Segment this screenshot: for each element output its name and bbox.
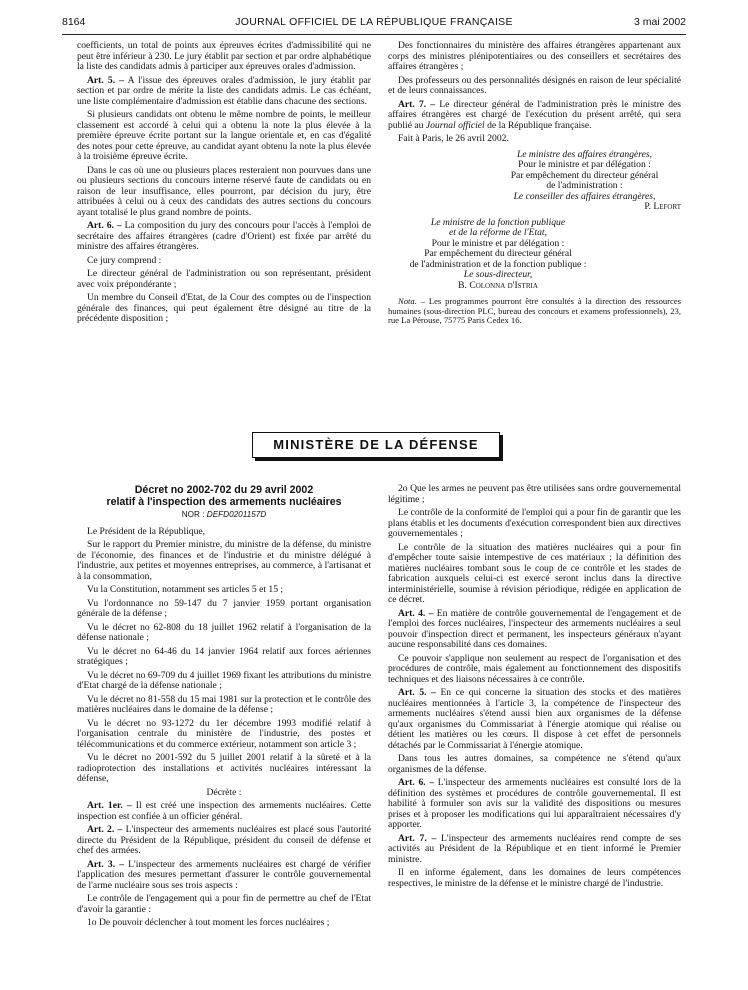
article-text: En ce qui concerne la situation des stocks et des matières nucléaires mentionnées à l'article 3, la compétence de l'inspecteur des armements nucléaires s'étend aussi bien aux organismes de la défense qu'aux organismes du Commissariat à l'énergie atomique qui réalise ou détient les matières ou les cœurs. Il dispose à cet effet de personnels détachés par le Commissariat à l'énergie atomique. [388, 687, 681, 751]
article-6 [388, 778, 681, 831]
journal-title: JOURNAL OFFICIEL DE LA RÉPUBLIQUE FRANÇAISE [235, 16, 513, 28]
article-label: Art. 7. – [398, 832, 437, 844]
article-label: Art. 5. – [87, 74, 125, 86]
signatory-role: Le sous-directeur, [463, 269, 533, 280]
article-3 [77, 860, 371, 892]
article-text: L'inspecteur des armements nucléaires rend compte de ses activités au Président de la République et en tient informé le Premier ministre. [388, 832, 681, 865]
signature-block-1 [388, 150, 681, 213]
paragraph: Le contrôle de la conformité de l'emploi qui a pour fin de garantir que les plans établis et les documents d'exécution correspondent bien aux directives gouvernementales ; [388, 507, 681, 539]
paragraph: Si plusieurs candidats ont obtenu le même nombre de points, le meilleur classement est accordé à celui qui a obtenu la note la plus élevée à la première épreuve écrite portant sur la langue orientale et, en cas d'égalité des notes pour cette épreuve, au candidat ayant obtenu la note la plus élevée à la troisième épreuve écrite. [77, 109, 371, 162]
paragraph: Ce jury comprend : [87, 254, 162, 266]
article-label: Art. 6. – [398, 777, 435, 788]
article-text: Il est créé une inspection des armements nucléaires. Cette inspection est confiée à un officier général. [77, 800, 371, 822]
paragraph: Ce pouvoir s'applique non seulement au respect de l'organisation et des procédures de contrôle, mais également au fonctionnement des dispositifs techniques et des liaisons nécessaires à ce contrôle. [388, 652, 681, 685]
paragraph: 1o De pouvoir déclencher à tout moment les forces nucléaires ; [87, 917, 330, 928]
issue-date: 3 mai 2002 [634, 16, 686, 28]
header-rule [62, 34, 686, 35]
article-text: L'inspecteur des armements nucléaires est chargé de vérifier l'application des mesures permettant d'assurer le contrôle gouvernemental de l'arme nucléaire sous ses trois aspects : [77, 858, 371, 891]
article-7 [388, 834, 681, 866]
paragraph: Sur le rapport du Premier ministre, du ministre de la défense, du ministre de l'économie, des finances et de l'industrie et du ministre délégué à l'industrie, aux petites et moyennes entreprises, au commerce, à l'artisanat et à la consommation, [77, 539, 371, 582]
article-4 [388, 609, 681, 651]
signature-block-2 [388, 218, 608, 292]
paragraph: coefficients, un total de points aux épreuves écrites d'admissibilité qui ne peut être inférieur à 230. Le jury établit par section et par ordre alphabétique la liste des candidats admis à participer aux épreuves orales d'admission. [77, 40, 371, 72]
delegation-line: de l'administration et de la fonction publique : [409, 258, 587, 270]
footnote-label: Nota. [398, 296, 417, 306]
article-5 [77, 76, 371, 108]
article-5 [388, 688, 681, 751]
page-number: 8164 [62, 16, 86, 28]
delegation-line: Pour le ministre et par délégation : [431, 237, 565, 249]
paragraph: Des professeurs ou des personnalités désignés en raison de leur spécialité et de leurs connaissances. [388, 74, 681, 96]
journal-reference: Journal officiel [425, 119, 485, 131]
footnote-text: – Les programmes pourront être consultés à la direction des ressources humaines (sous-direction PLC, bureau des concours et examens professionnels), 23, rue La Pérouse, 75775 Paris Cedex 16. [388, 296, 681, 325]
paragraph: Le contrôle de la situation des matières nucléaires qui a pour fin d'empêcher toute saisie intempestive de ces matériaux ; la définition des matières nucléaires tombant sous le coup de ce contrôle et les stades de fabrication auxquels celui-ci est exercé seront inclus dans la directive interministérielle, soumise à révision périodique, rédigée en application de ce décret. [388, 541, 681, 605]
article-7 [388, 100, 681, 132]
decree-title-line: Décret no 2002-702 du 29 avril 2002 [134, 484, 314, 496]
delegation-line: Par empêchement du directeur général [510, 169, 659, 181]
article-text: de la République française. [484, 119, 592, 131]
paragraph: Vu le décret no 62-808 du 18 juillet 1962 relatif à l'organisation de la défense nationale ; [77, 621, 371, 643]
paragraph: Le Président de la République, [87, 525, 206, 537]
page-header [62, 14, 686, 30]
signatory-name: P. Lefort [644, 201, 681, 212]
decree-title [77, 484, 371, 508]
top-left-column [77, 41, 371, 328]
delegation-line: de l'administration : [546, 180, 623, 191]
article-6 [77, 221, 371, 253]
place-date: Fait à Paris, le 26 avril 2002. [398, 133, 509, 144]
paragraph: Vu le décret no 2001-592 du 5 juillet 2001 relatif à la sûreté et à la radioprotection des installations et activités nucléaires intéressant la défense, [77, 752, 371, 784]
article-text: L'inspecteur des armements nucléaires est consulté lors de la définition des systèmes et procédures de contrôle gouvernemental. Il est habilité à formuler son avis sur la validité des dispositions ou mesures prises et à proposer les modifications qui lui apparaîtraient nécessaires d'y apporter. [388, 777, 681, 830]
nor-label: NOR : [181, 510, 207, 519]
nor-reference [77, 510, 371, 521]
paragraph: Il en informe également, dans les domaines de leurs compétences respectives, le ministre de la défense et le ministre chargé de l'industrie. [388, 867, 681, 889]
paragraph: Dans tous les autres domaines, sa compétence ne s'étend qu'aux organismes de la défense. [388, 753, 681, 775]
article-text: En matière de contrôle gouvernemental de l'engagement et de l'emploi des forces nucléaires, l'inspecteur des armements nucléaires a seul pouvoir d'inspection direct et permanent, les inspecteurs généraux n'ayant aucune responsabilité dans ces domaines. [388, 607, 681, 650]
paragraph: 2o Que les armes ne peuvent pas être utilisées sans ordre gouvernemental légitime ; [388, 483, 681, 505]
decree-title-line: relatif à l'inspection des armements nucléaires [106, 496, 342, 508]
paragraph: Un membre du Conseil d'Etat, de la Cour des comptes ou de l'inspection générale des finances, qui peut également être désigné au titre de la précédente disposition ; [77, 292, 371, 324]
decree-right-column [388, 484, 681, 892]
paragraph: Le contrôle de l'engagement qui a pour fin de permettre au chef de l'Etat d'avoir la garantie : [77, 893, 371, 915]
article-label: Art. 3. – [87, 858, 124, 870]
article-text: La composition du jury des concours pour l'accès à l'emploi de secrétaire des affaires étrangères (cadre d'Orient) est fixée par arrêté du ministre des affaires étrangères. [77, 220, 371, 252]
article-label: Art. 1er. – [87, 800, 132, 811]
delegation-line: Par empêchement du directeur général [424, 248, 572, 259]
article-label: Art. 2. – [87, 824, 123, 835]
nor-value: DEFD0201157D [206, 510, 267, 519]
article-label: Art. 5. – [398, 687, 436, 698]
signatory-title: et de la réforme de l'Etat, [449, 227, 547, 238]
top-right-column [388, 41, 681, 329]
footnote [388, 297, 681, 326]
paragraph: Des fonctionnaires du ministère des affaires étrangères appartenant aux corps des ministres plénipotentiaires ou des conseillers et secrétaires des affaires étrangères ; [388, 40, 681, 72]
article-text: A l'issue des épreuves orales d'admission, le jury établit par section et par ordre de mérite la liste des candidats admis. Le cas échéant, une liste complémentaire d'admission est établie dans chacune des sections. [77, 74, 371, 107]
article-label: Art. 7. – [398, 98, 436, 110]
signatory-title: Le ministre de la fonction publique [430, 216, 566, 228]
paragraph: Vu le décret no 69-709 du 4 juillet 1969 fixant les attributions du ministre d'Etat chargé de la défense nationale ; [77, 669, 371, 691]
article-label: Art. 4. – [398, 607, 434, 619]
article-1 [77, 801, 371, 822]
decrete-heading: Décrète : [206, 786, 242, 798]
paragraph: Le directeur général de l'administration ou son représentant, président avec voix prépondérante ; [77, 268, 371, 290]
paragraph: Vu la Constitution, notamment ses articles 5 et 15 ; [87, 584, 284, 595]
paragraph: Vu le décret no 93-1272 du 1er décembre 1993 modifié relatif à l'organisation centrale du ministère de l'industrie, des postes et télécommunications et du commerce extérieur, notamment son article 3 ; [77, 717, 371, 750]
paragraph: Vu le décret no 64-46 du 14 janvier 1964 relatif aux forces aériennes stratégiques ; [77, 645, 371, 667]
paragraph: Vu l'ordonnance no 59-147 du 7 janvier 1959 portant organisation générale de la défense ; [77, 597, 371, 619]
decree-left-column [77, 484, 371, 932]
article-label: Art. 6. – [87, 220, 122, 231]
signatory-title: Le ministre des affaires étrangères, [516, 148, 653, 160]
article-text: L'inspecteur des armements nucléaires est placé sous l'autorité directe du Président de la République, président du conseil de défense et chef des armées. [77, 824, 371, 856]
paragraph: Vu le décret no 81-558 du 15 mai 1981 sur la protection et le contrôle des matières nucléaires dans le domaine de la défense ; [77, 693, 371, 715]
section-banner: MINISTÈRE DE LA DÉFENSE [252, 432, 500, 458]
paragraph: Dans le cas où une ou plusieurs places resteraient non pourvues dans une ou plusieurs sections du concours interne réservé faute de candidats ou en raison de leur insuffisance, elles pourront, par décision du jury, être attribuées à celui ou à ceux des candidats des autres sections du concours ayant totalisé le plus grand nombre de points. [77, 164, 371, 218]
signatory-name: B. Colonna d'Istria [458, 279, 538, 291]
article-2 [77, 825, 371, 857]
signatory-role: Le conseiller des affaires étrangères, [513, 190, 656, 202]
delegation-line: Pour le ministre et par délégation : [518, 159, 651, 170]
article-text: Le directeur général de l'administration près le ministre des affaires étrangères est chargé de l'exécution du présent arrêté, qui sera publié au [388, 98, 682, 131]
